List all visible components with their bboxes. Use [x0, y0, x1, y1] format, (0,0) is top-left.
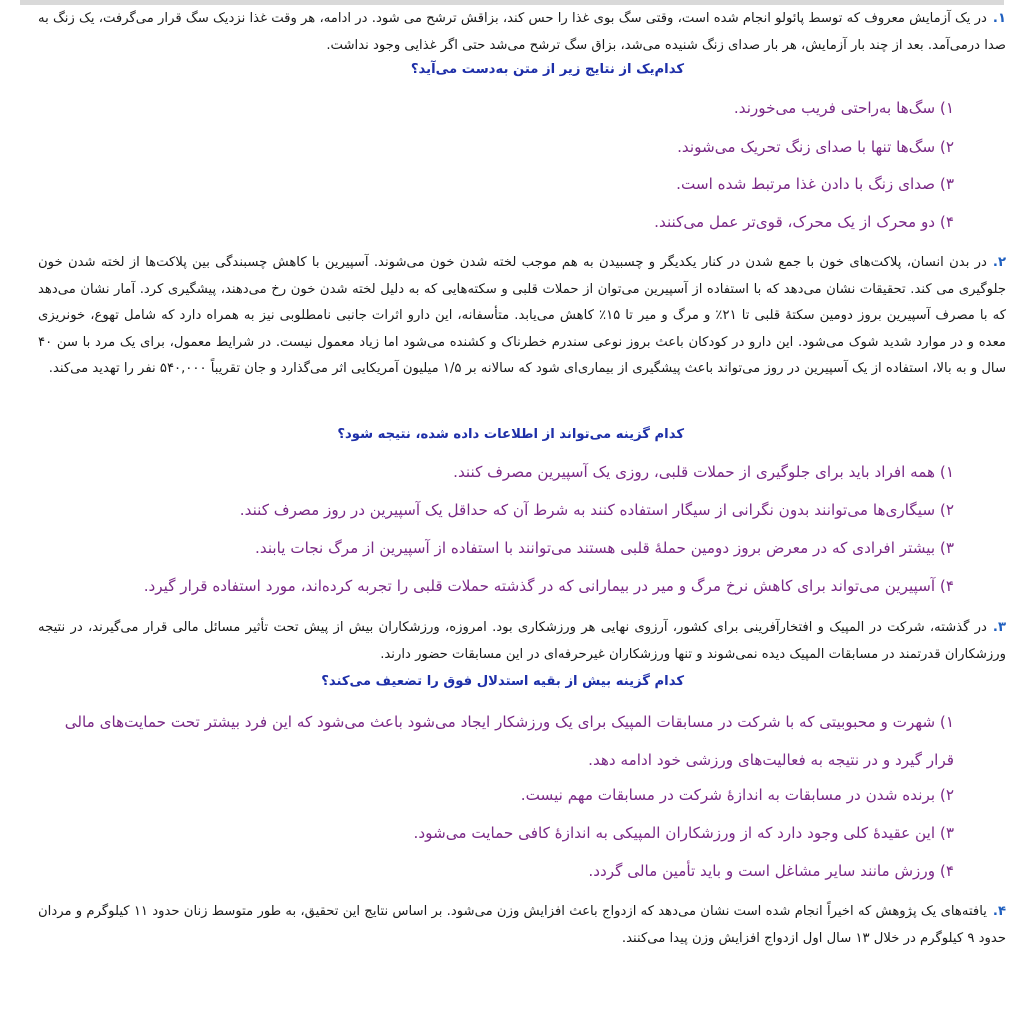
- question-3-prompt: کدام گزینه بیش از بقیه استدلال فوق را تضعیف می‌کند؟: [321, 674, 684, 689]
- question-4-text: [38, 899, 1006, 952]
- question-2-option-2[interactable]: ۲) سیگاری‌ها می‌توانند بدون نگرانی از سیگار استفاده کنند به شرط آن که حداقل یک آسپیرین در روز مصرف کنند.: [239, 501, 954, 519]
- question-2-option-4[interactable]: ۴) آسپیرین می‌تواند برای کاهش نرخ مرگ و میر در بیمارانی که در گذشته حملات قلبی را تجربه کرده‌اند، مورد استفاده قرار گیرد.: [143, 577, 954, 595]
- question-2-prompt: کدام گزینه می‌تواند از اطلاعات داده شده، نتیجه شود؟: [337, 427, 684, 442]
- top-divider: [20, 0, 1004, 5]
- question-4-body: یافته‌های یک پژوهش که اخیراً انجام شده است نشان می‌دهد که ازدواج باعث افزایش وزن می‌شود. بر اساس نتایج این تحقیق، به طور متوسط زنان حدود ۱۱ کیلوگرم و مردان حدود ۹ کیلوگرم در خلال ۱۳ سال اول ازدواج افزایش وزن پیدا می‌کنند.: [38, 904, 1006, 946]
- question-1-prompt: کدام‌یک از نتایج زیر از متن به‌دست می‌آید؟: [410, 62, 684, 77]
- question-1-body: در یک آزمایش معروف که توسط پائولو انجام شده است، وقتی سگ بوی غذا را حس کند، بزاقش ترشح می شود. در ادامه، هر وقت غذا نزدیک سگ قرار می‌گرفت، یک زنگ به صدا درمی‌آمد. بعد از چند بار آزمایش، هر بار صدای زنگ شنیده می‌شد، بزاق سگ ترشح می‌شد حتی اگر غذایی وجود نداشت.: [38, 11, 1006, 53]
- question-1-number: ۱.: [992, 11, 1006, 26]
- question-1-option-2[interactable]: ۲) سگ‌ها تنها با صدای زنگ تحریک می‌شوند.: [677, 138, 954, 156]
- question-3-option-2[interactable]: ۲) برنده شدن در مسابقات به اندازهٔ شرکت در مسابقات مهم نیست.: [520, 786, 954, 804]
- question-2-number: ۲.: [992, 255, 1006, 270]
- question-2-text: [38, 250, 1006, 383]
- question-1-text: [38, 6, 1006, 59]
- question-3-number: ۳.: [992, 620, 1006, 635]
- question-4-number: ۴.: [992, 904, 1006, 919]
- question-1-option-1[interactable]: ۱) سگ‌ها به‌راحتی فریب می‌خورند.: [733, 99, 954, 117]
- question-1-option-3[interactable]: ۳) صدای زنگ با دادن غذا مرتبط شده است.: [676, 175, 954, 193]
- question-3-text: [38, 615, 1006, 668]
- question-3-option-4[interactable]: ۴) ورزش مانند سایر مشاغل است و باید تأمین مالی گردد.: [588, 862, 954, 880]
- question-2-option-3[interactable]: ۳) بیشتر افرادی که در معرض بروز دومین حملهٔ قلبی هستند می‌توانند با استفاده از آسپیرین از مرگ نجات یابند.: [255, 539, 954, 557]
- question-3-option-3[interactable]: ۳) این عقیدهٔ کلی وجود دارد که از ورزشکاران المپیکی به اندازهٔ کافی حمایت می‌شود.: [413, 824, 954, 842]
- question-3-body: در گذشته، شرکت در المپیک و افتخارآفرینی برای کشور، آرزوی نهایی هر ورزشکاری بود. امروزه، ورزشکاران بیش از پیش تحت تأثیر مسائل مالی قرار می‌گیرند، در نتیجه ورزشکاران قدرتمند در مسابقات المپیک دیده نمی‌شوند و تنها ورزشکاران غیرحرفه‌ای در این مسابقات حضور دارند.: [38, 620, 1006, 662]
- question-3-option-1[interactable]: ۱) شهرت و محبوبیتی که با شرکت در مسابقات المپیک برای یک ورزشکار ایجاد می‌شود باعث می‌شود که این فرد بیشتر تحت حمایت‌های مالی قرار گیرد و در نتیجه به فعالیت‌های ورزشی خود ادامه دهد.: [64, 713, 954, 769]
- question-2-body: در بدن انسان، پلاکت‌های خون با جمع شدن در کنار یکدیگر و چسبیدن به هم موجب لخته شدن خون می‌شوند. آسپیرین با کاهش چسبندگی بین پلاکت‌ها از لخته شدن خون جلوگیری می کند. تحقیقات نشان می‌دهد که با استفاده از آسپیرین می‌توان از حملات قلبی و سکته‌هایی که به دلیل لخته شدن خون رخ می‌دهند، پیشگیری کرد. آمار نشان می‌دهد که با مصرف آسپیرین بروز دومین سکتهٔ قلبی تا ۲۱٪ و مرگ و میر تا ۱۵٪ کاهش می‌یابد. متأسفانه، این دارو اثرات جانبی نامطلوبی نیز به همراه دارد که شامل تهوع، خونریزی معده و در موارد شدید شوک می‌شود. این دارو در کودکان باعث بروز نوعی سندرم خطرناک و کشنده می‌شود اما زیاد معمول نیست. در شرایط معمول، برای یک مرد با سن ۴۰ سال و به بالا، استفاده از یک آسپیرین در روز می‌تواند باعث پیشگیری از بیماری‌ای شود که سالانه بر ۱/۵ میلیون آمریکایی اثر می‌گذارد و جان تقریباً ۵۴۰,۰۰۰ نفر را تهدید می‌کند.: [38, 255, 1007, 376]
- question-1-option-4[interactable]: ۴) دو محرک از یک محرک، قوی‌تر عمل می‌کنند.: [654, 213, 954, 231]
- question-2-option-1[interactable]: ۱) همه افراد باید برای جلوگیری از حملات قلبی، روزی یک آسپیرین مصرف کنند.: [453, 463, 954, 481]
